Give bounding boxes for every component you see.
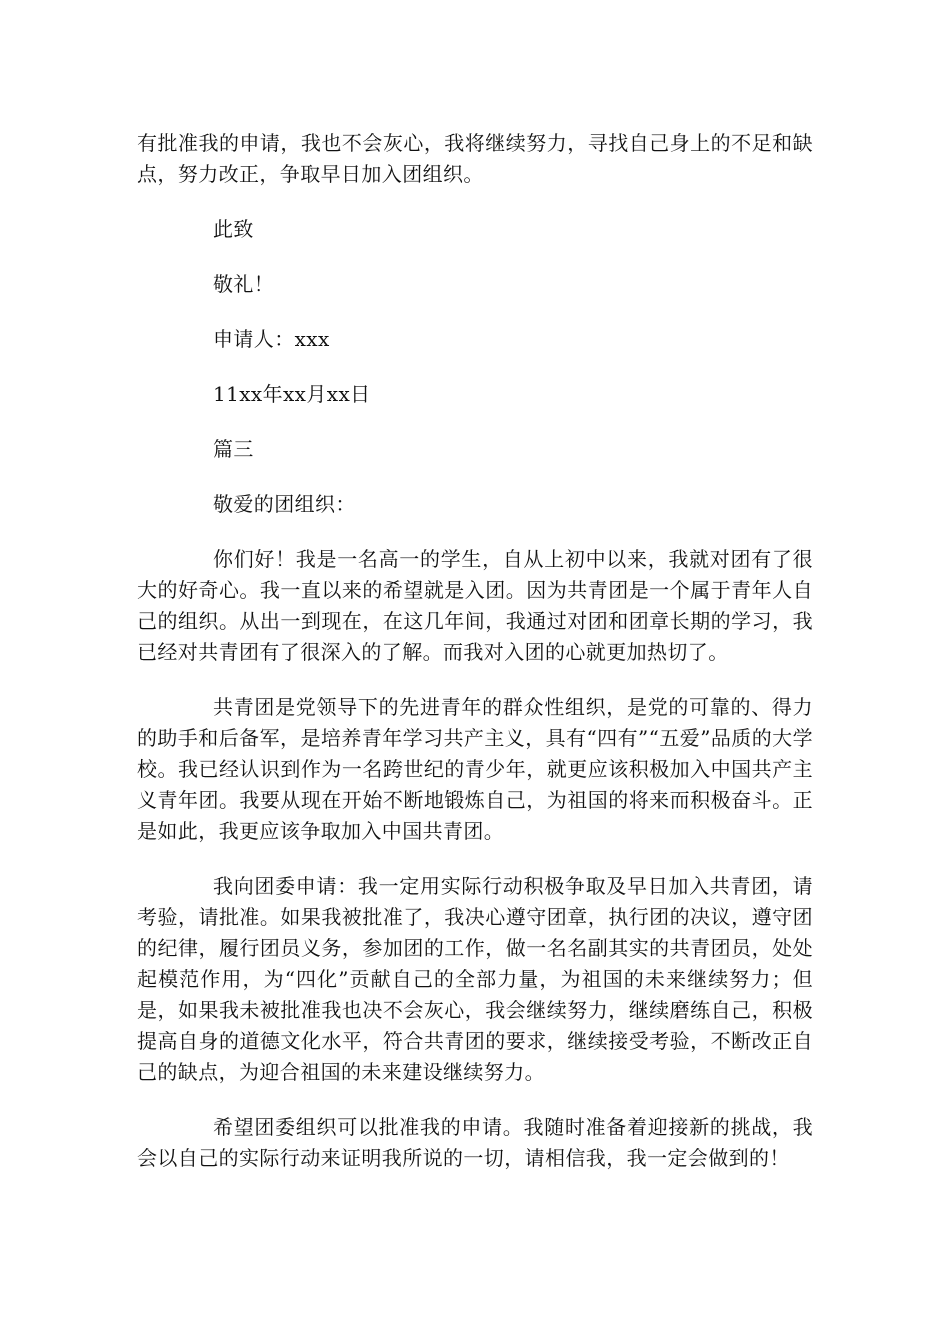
document-body: [137, 128, 813, 1198]
closing-ci-zhi: 此致: [213, 217, 254, 241]
paragraph-closing: 希望团委组织可以批准我的申请。我随时准备着迎接新的挑战，我会以自己的实际行动来证明我所说的一切，请相信我，我一定会做到的！: [137, 1115, 813, 1170]
applicant-line: 申请人：xxx: [213, 327, 330, 351]
closing-jing-li: 敬礼！: [213, 272, 275, 296]
date-line: 11xx年xx月xx日: [213, 382, 371, 406]
paragraph-league: 共青团是党领导下的先进青年的群众性组织，是党的可靠的、得力的助手和后备军，是培养青年学习共产主义，具有“四有”“五爱”品质的大学校。我已经认识到作为一名跨世纪的青少年，就更应该积极加入中国共产主义青年团。我要从现在开始不断地锻炼自己，为祖国的将来而积极奋斗。正是如此，我更应该争取加入中国共青团。: [137, 695, 813, 843]
salutation: 敬爱的团组织：: [213, 492, 356, 516]
paragraph-continuation: 有批准我的申请，我也不会灰心，我将继续努力，寻找自己身上的不足和缺点，努力改正，争取早日加入团组织。: [137, 131, 813, 186]
paragraph-application: 我向团委申请：我一定用实际行动积极争取及早日加入共青团，请考验，请批准。如果我被批准了，我决心遵守团章，执行团的决议，遵守团的纪律，履行团员义务，参加团的工作，做一名名副其实的共青团员，处处起模范作用，为“四化”贡献自己的全部力量，为祖国的未来继续努力；但是，如果我未被批准我也决不会灰心，我会继续努力，继续磨练自己，积极提高自身的道德文化水平，符合共青团的要求，继续接受考验，不断改正自己的缺点，为迎合祖国的未来建设继续努力。: [137, 874, 813, 1084]
section-heading: 篇三: [213, 437, 254, 461]
paragraph-intro: 你们好！我是一名高一的学生，自从上初中以来，我就对团有了很大的好奇心。我一直以来的希望就是入团。因为共青团是一个属于青年人自己的组织。从出一到现在，在这几年间，我通过对团和团章长期的学习，我已经对共青团有了很深入的了解。而我对入团的心就更加热切了。: [137, 547, 813, 664]
